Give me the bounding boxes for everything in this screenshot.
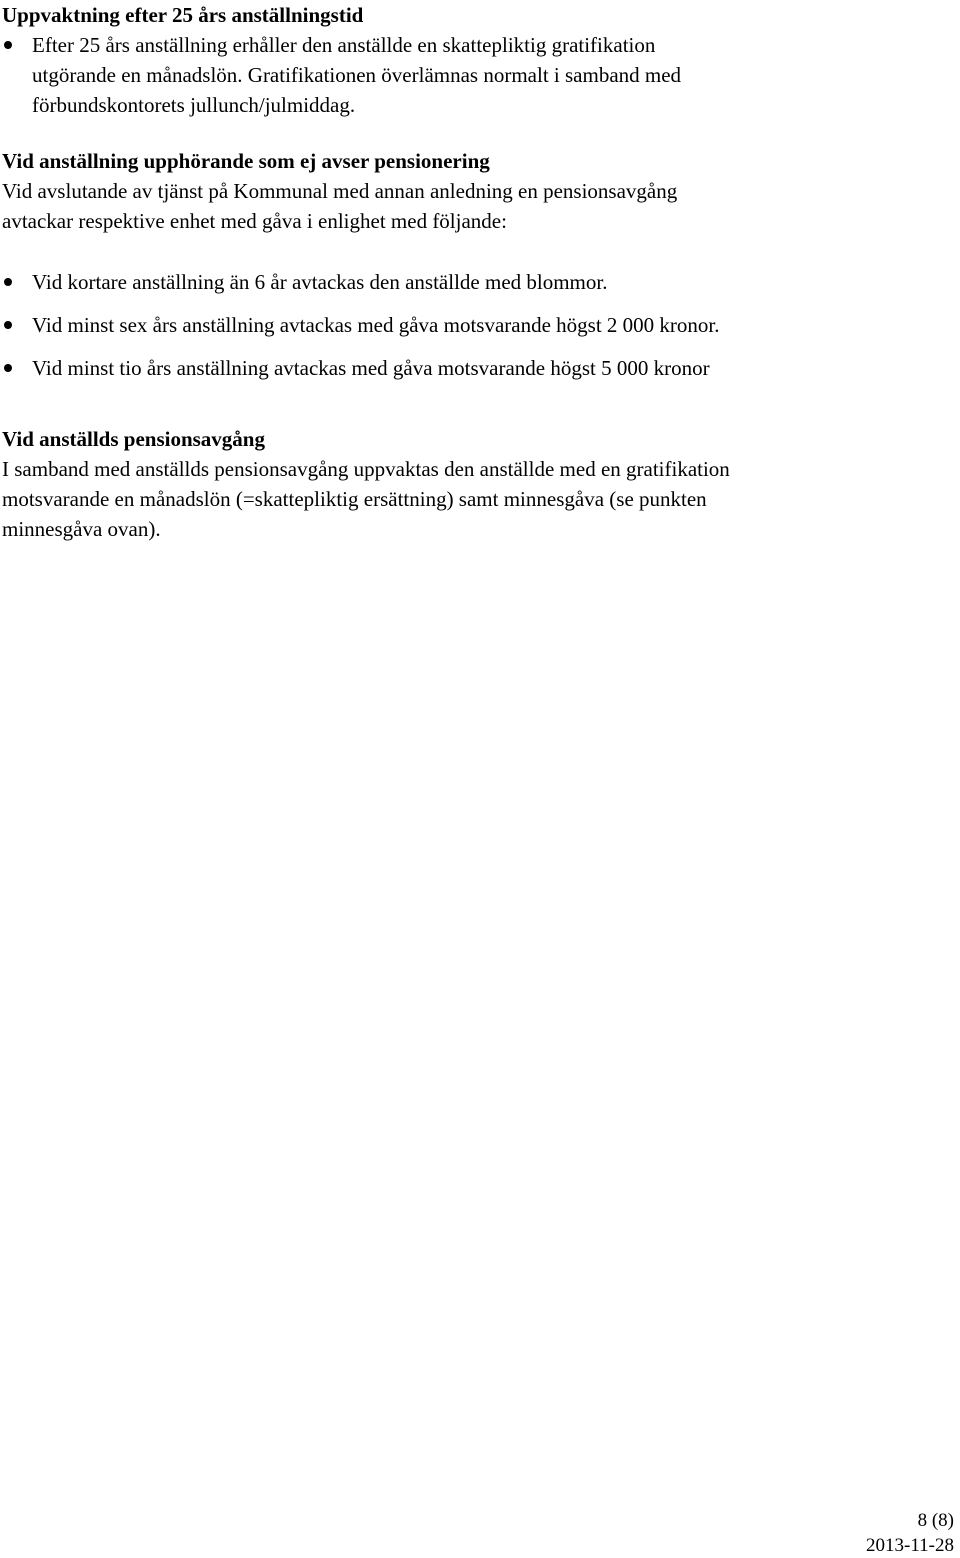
bullet-icon	[4, 364, 12, 372]
termination-intro-paragraph	[2, 176, 942, 236]
paragraph-line: Vid avslutande av tjänst på Kommunal med annan anledning en pensionsavgång	[2, 179, 678, 203]
bullet-icon	[4, 41, 12, 49]
retirement-paragraph	[2, 454, 942, 544]
paragraph-line: avtackar respektive enhet med gåva i enlighet med följande:	[2, 209, 507, 233]
paragraph-line: motsvarande en månadslön (=skattepliktig ersättning) samt minnesgåva (se punkten	[2, 487, 707, 511]
section-heading-termination: Vid anställning upphörande som ej avser pensionering	[2, 149, 490, 173]
paragraph-line: minnesgåva ovan).	[2, 517, 161, 541]
bullet-line: Efter 25 års anställning erhåller den anställde en skattepliktig gratifikation	[32, 33, 656, 57]
bullet-icon	[4, 278, 12, 286]
section-heading-anniversary: Uppvaktning efter 25 års anställningstid	[2, 3, 364, 27]
bullet-line: utgörande en månadslön. Gratifikationen överlämnas normalt i samband med	[32, 63, 682, 87]
bullet-line: förbundskontorets jullunch/julmiddag.	[32, 93, 356, 117]
bullet-text: Vid minst tio års anställning avtackas med gåva motsvarande högst 5 000 kronor	[32, 356, 710, 380]
paragraph-line: I samband med anställds pensionsavgång uppvaktas den anställde med en gratifikation	[2, 457, 730, 481]
page-number: 8 (8)	[917, 1510, 954, 1531]
bullet-text: Vid kortare anställning än 6 år avtackas den anställde med blommor.	[32, 270, 608, 294]
document-date: 2013-11-28	[866, 1535, 954, 1556]
page-footer	[866, 1508, 954, 1558]
bullet-text: Vid minst sex års anställning avtackas med gåva motsvarande högst 2 000 kronor.	[32, 313, 720, 337]
section-heading-retirement: Vid anställds pensionsavgång	[2, 427, 265, 451]
bullet-icon	[4, 321, 12, 329]
